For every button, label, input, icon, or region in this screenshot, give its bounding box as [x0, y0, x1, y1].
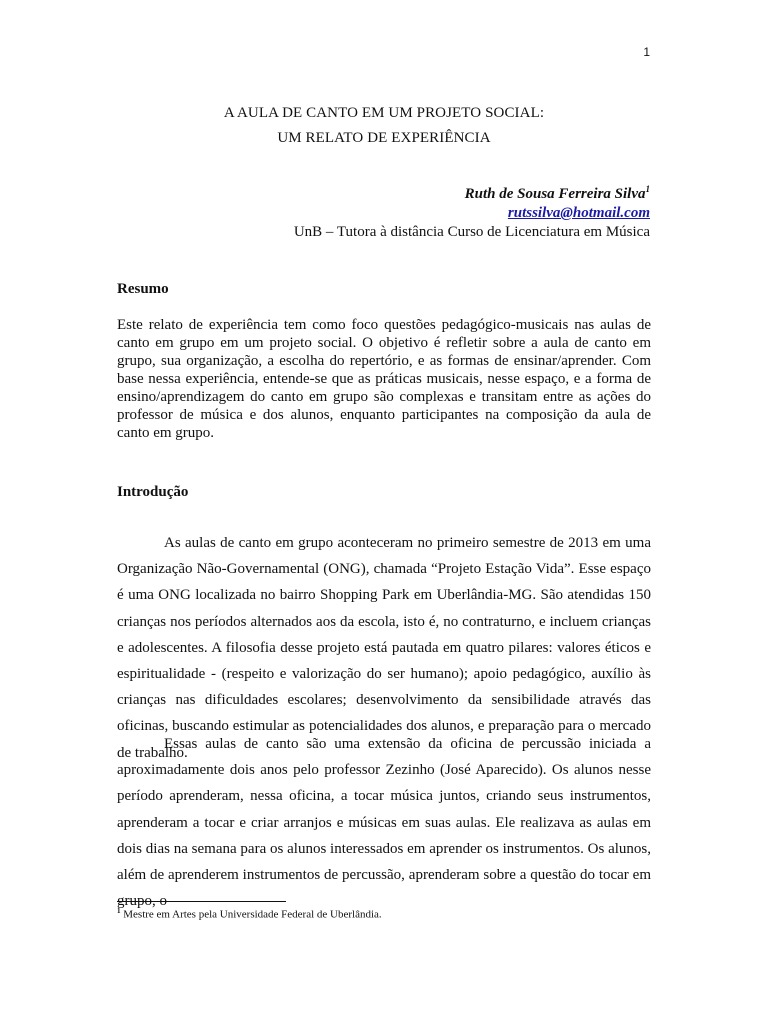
author-affiliation: UnB – Tutora à distância Curso de Licenciatura em Música [293, 224, 650, 240]
intro-paragraph-2: Essas aulas de canto são uma extensão da oficina de percussão iniciada a aproximadamente dois anos pelo professor Zezinho (José Aparecido). Os alunos nesse período aprenderam, nessa oficina, a tocar música juntos, criando seus instrumentos, aprenderam a tocar e criar arranjos e músicas em suas aulas. Ele realizava as aulas em dois dias na semana para os alunos interessados em aprender os instrumentos. Os alunos, além de aprenderem instrumentos de percussão, aprenderam sobre a questão do tocar em grupo, o [117, 736, 651, 910]
abstract-heading: Resumo [117, 281, 169, 297]
intro-heading: Introdução [117, 484, 189, 500]
author-name: Ruth de Sousa Ferreira Silva [464, 186, 646, 202]
footnote-text: Mestre em Artes pela Universidade Federal de Uberlândia. [123, 908, 382, 921]
intro-paragraph-1: As aulas de canto em grupo aconteceram no primeiro semestre de 2013 em uma Organização Não-Governamental (ONG), chamada “Projeto Estação Vida”. Esse espaço é uma ONG localizada no bairro Shopping Park em Uberlândia-MG. São atendidas 150 crianças nos períodos alternados aos da escola, isto é, no contraturno, e incluem crianças e adolescentes. A filosofia desse projeto está pautada em quatro pilares: valores éticos e espiritualidade - (respeito e valorização do ser humano); apoio pedagógico, auxílio às crianças nas dificuldades escolares; desenvolvimento da sensibilidade através das oficinas, buscando estimular as potencialidades dos alunos, e preparação para o mercado de trabalho. [117, 535, 651, 761]
page-number: 1 [643, 45, 650, 59]
author-line [294, 180, 650, 204]
author-footnote-mark: 1 [645, 184, 650, 194]
footnote [117, 907, 382, 921]
abstract-text: Este relato de experiência tem como foco questões pedagógico-musicais nas aulas de canto em grupo em um projeto social. O objetivo é refletir sobre a aula de canto em grupo, sua organização, a escolha do repertório, e as formas de ensinar/aprender. Com base nessa experiência, entende-se que as práticas musicais, nesse espaço, e a forma de ensino/aprendizagem do canto em grupo são complexas e transitam entre as ações do professor de música e dos alunos, enquanto participantes na composição da aula de canto em grupo. [117, 317, 651, 441]
footnote-divider [117, 901, 286, 902]
author-email-link[interactable]: rutssilva@hotmail.com [507, 205, 650, 221]
author-block [294, 180, 650, 242]
paper-title-line-2: UM RELATO DE EXPERIÊNCIA [277, 130, 491, 146]
footnote-mark: 1 [117, 907, 121, 915]
paper-title-line-1: A AULA DE CANTO EM UM PROJETO SOCIAL: [223, 105, 545, 121]
